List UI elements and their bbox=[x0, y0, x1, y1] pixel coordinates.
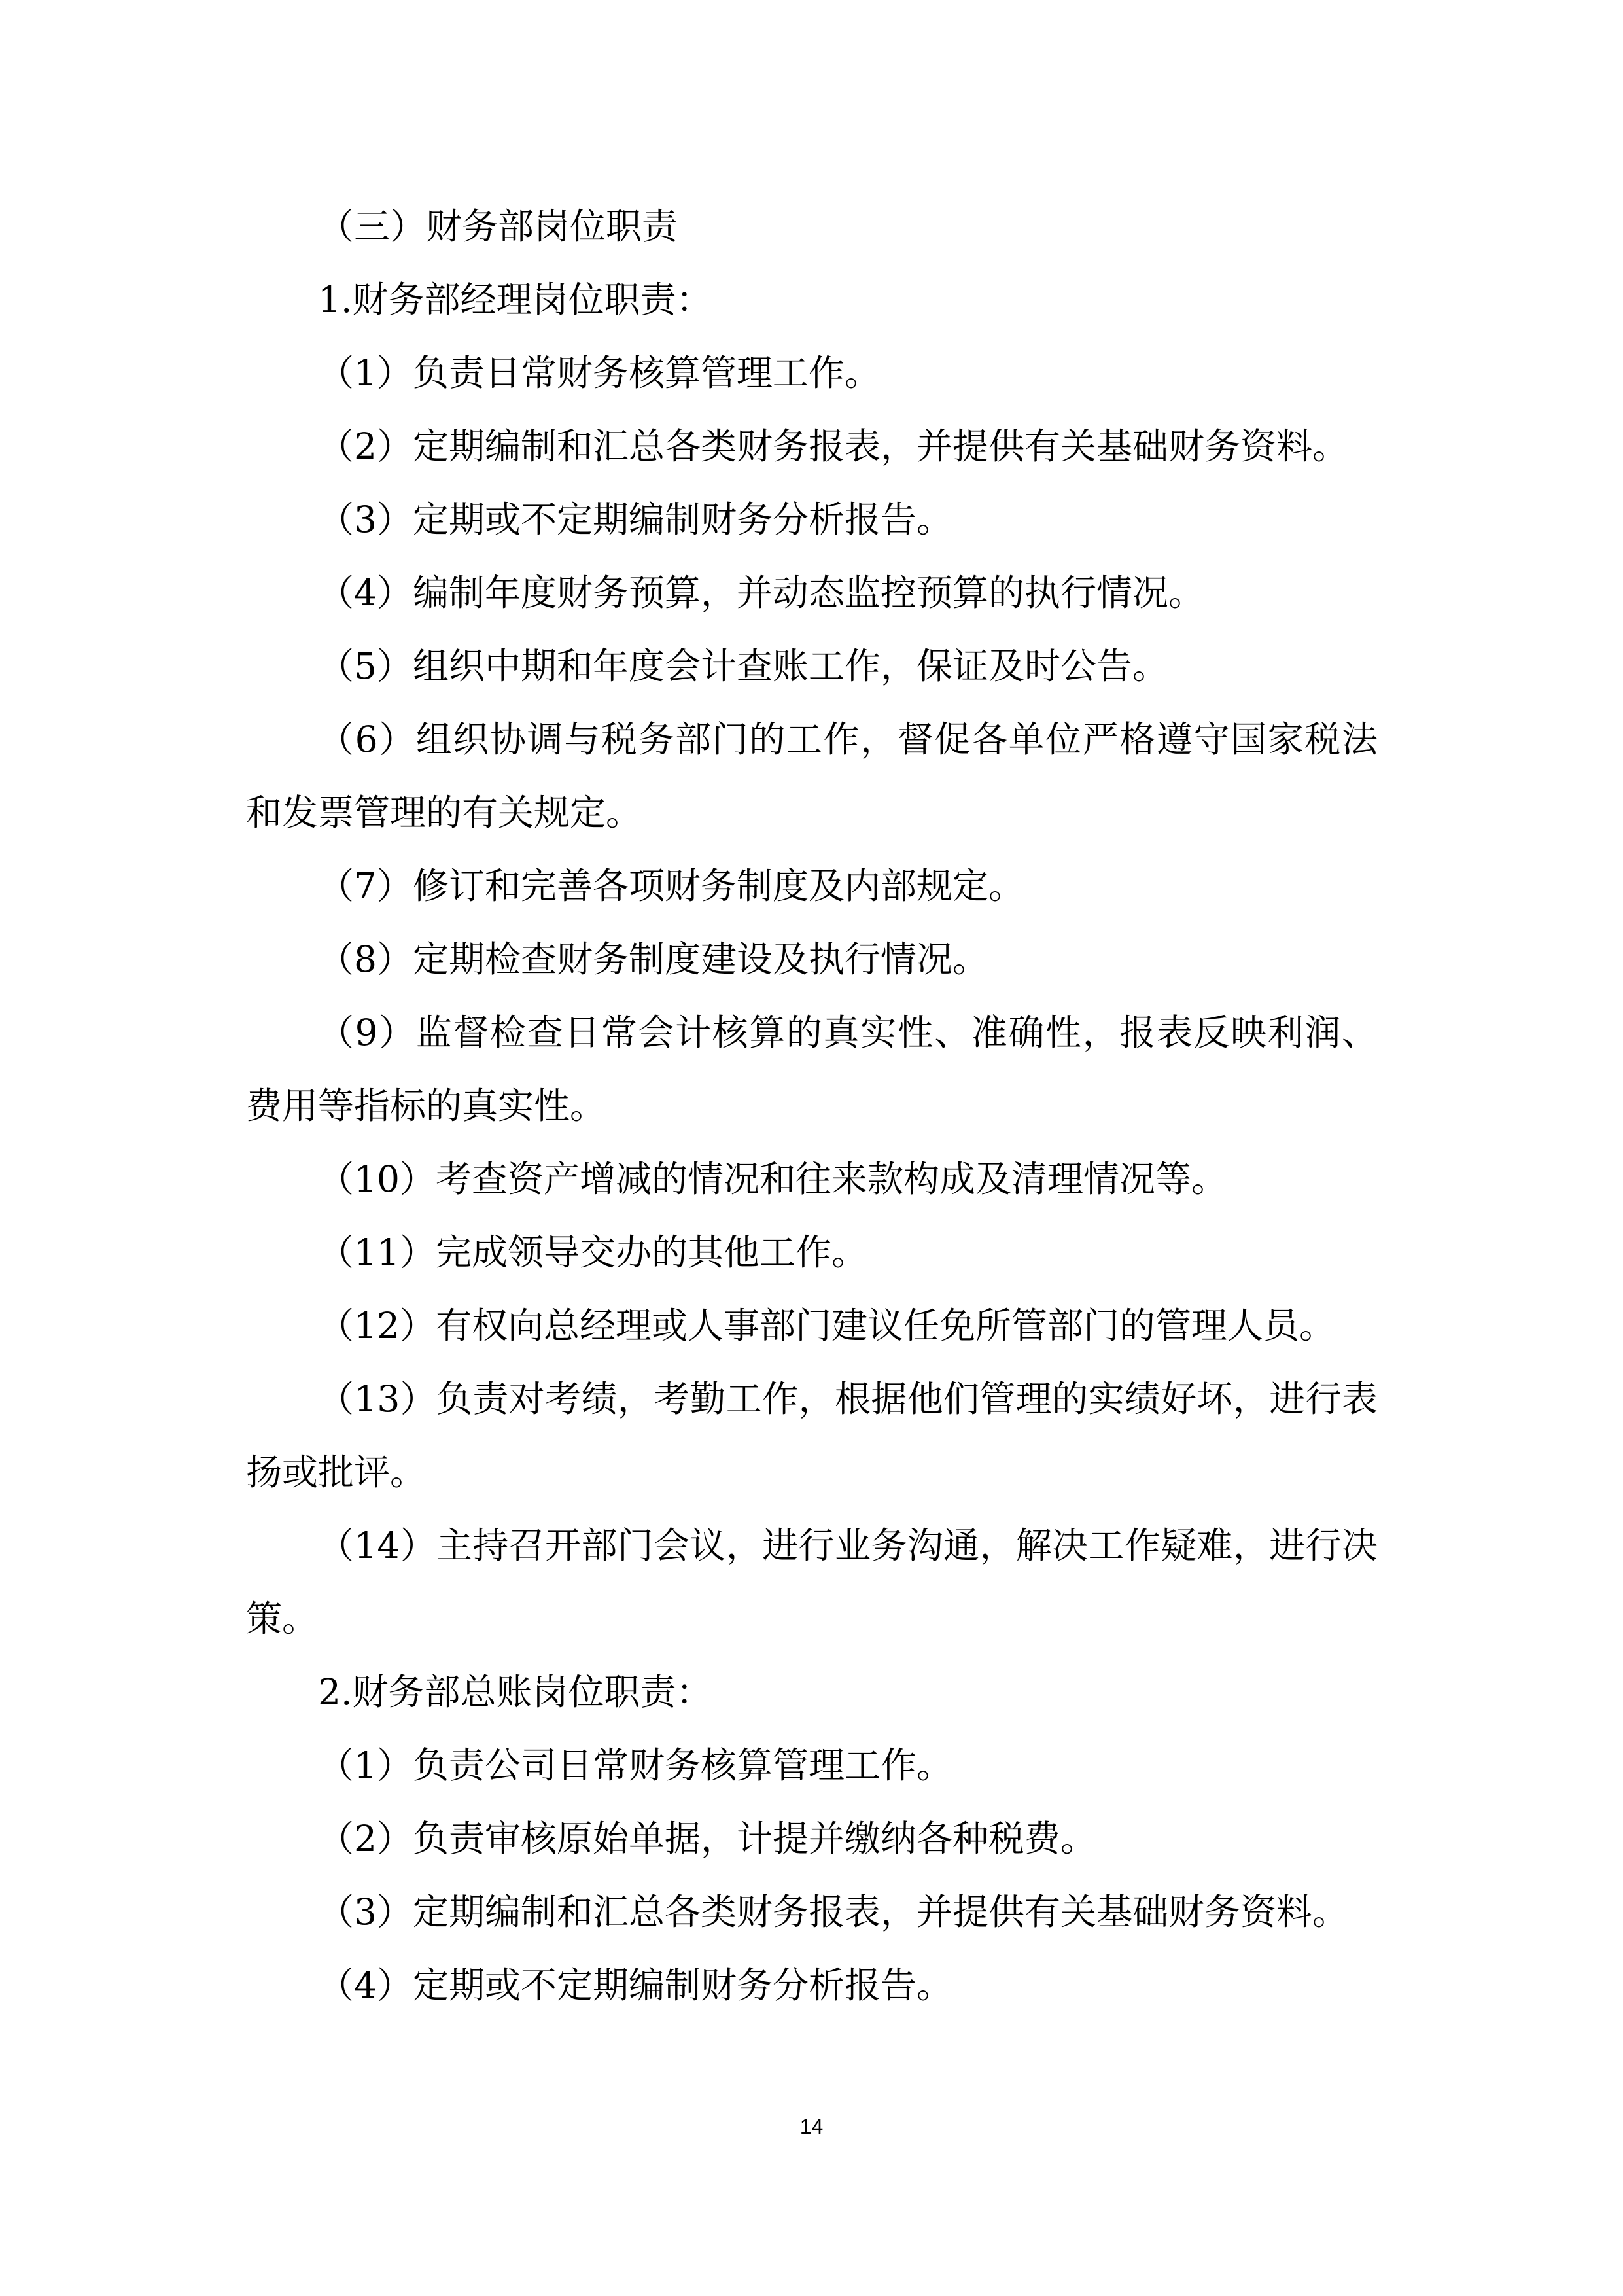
document-body bbox=[246, 190, 1378, 2022]
duty-item: （11）完成领导交办的其他工作。 bbox=[318, 1231, 867, 1273]
duty-item: （3）定期或不定期编制财务分析报告。 bbox=[318, 499, 952, 540]
section-heading: （三）财务部岗位职责 bbox=[318, 205, 678, 247]
duty-item: （3）定期编制和汇总各类财务报表，并提供有关基础财务资料。 bbox=[318, 1891, 1348, 1933]
duty-item: （9）监督检查日常会计核算的真实性、准确性，报表反映利润、费用等指标的真实性。 bbox=[246, 1012, 1378, 1127]
subsection-title-manager: 1.财务部经理岗位职责： bbox=[318, 279, 712, 321]
duty-item: （1）负责公司日常财务核算管理工作。 bbox=[318, 1744, 952, 1786]
duty-item: （1）负责日常财务核算管理工作。 bbox=[318, 352, 881, 394]
duty-item: （4）编制年度财务预算，并动态监控预算的执行情况。 bbox=[318, 572, 1204, 614]
subsection-title-general-ledger: 2.财务部总账岗位职责： bbox=[318, 1671, 712, 1713]
duty-item: （2）负责审核原始单据，计提并缴纳各种税费。 bbox=[318, 1818, 1096, 1860]
duty-item: （6）组织协调与税务部门的工作，督促各单位严格遵守国家税法和发票管理的有关规定。 bbox=[246, 718, 1378, 834]
duty-item: （7）修订和完善各项财务制度及内部规定。 bbox=[318, 865, 1024, 907]
duty-item: （13）负责对考绩，考勤工作，根据他们管理的实绩好坏，进行表扬或批评。 bbox=[246, 1378, 1378, 1493]
duty-item: （5）组织中期和年度会计查账工作，保证及时公告。 bbox=[318, 645, 1168, 687]
duty-item: （8）定期检查财务制度建设及执行情况。 bbox=[318, 938, 988, 980]
duty-item: （2）定期编制和汇总各类财务报表，并提供有关基础财务资料。 bbox=[318, 425, 1348, 467]
duty-item: （4）定期或不定期编制财务分析报告。 bbox=[318, 1964, 952, 2006]
duty-item: （12）有权向总经理或人事部门建议任免所管部门的管理人员。 bbox=[318, 1305, 1335, 1347]
duty-item: （14）主持召开部门会议，进行业务沟通，解决工作疑难，进行决策。 bbox=[246, 1525, 1378, 1640]
duty-item: （10）考查资产增减的情况和往来款构成及清理情况等。 bbox=[318, 1158, 1227, 1200]
page-number: 14 bbox=[799, 2115, 824, 2138]
